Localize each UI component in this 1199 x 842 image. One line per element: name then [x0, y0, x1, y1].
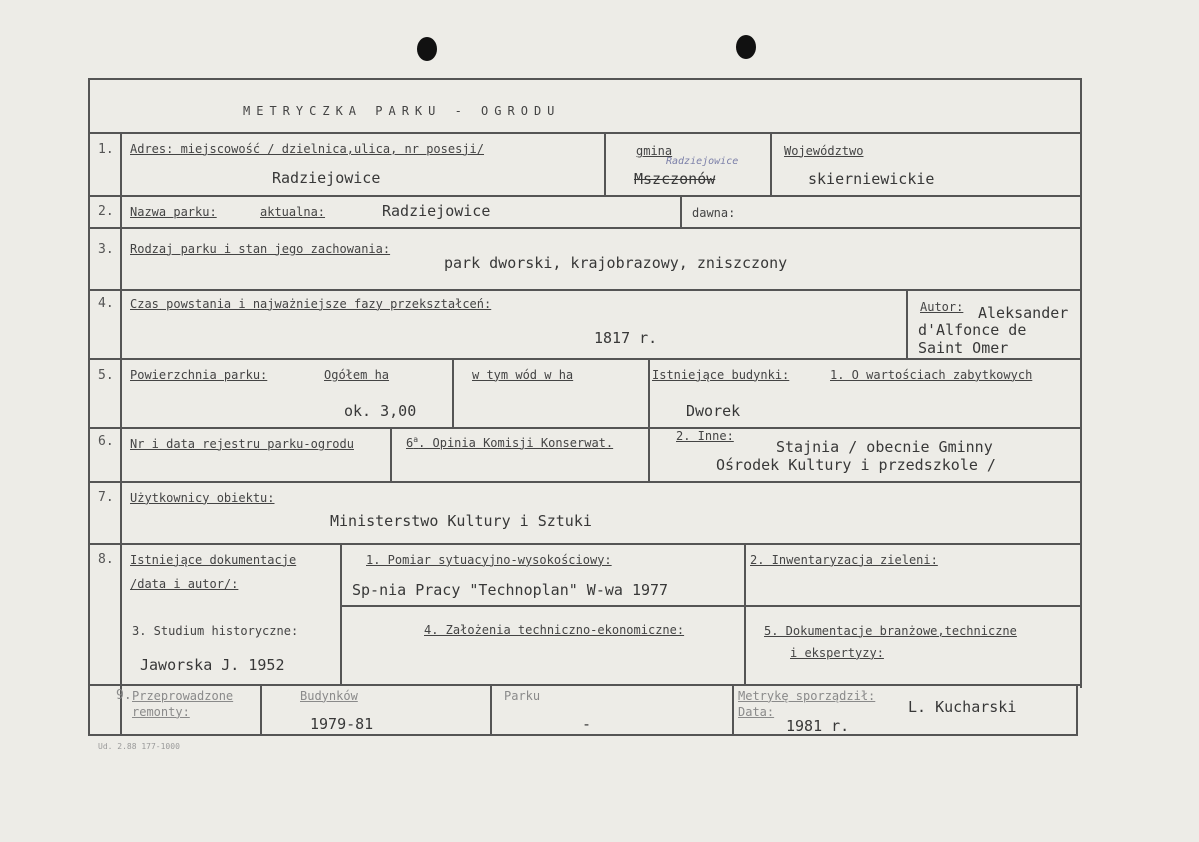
register-label: Nr i data rejestru parku-ogrodu [130, 437, 354, 451]
gmina-value: Mszczonów [634, 170, 716, 188]
divider-r9-budynkow [260, 684, 262, 734]
buildings-renovation-label: Budynków [300, 689, 358, 703]
prepared-by-value: L. Kucharski [908, 698, 1017, 716]
print-stamp: Ud. 2.88 177-1000 [98, 742, 180, 751]
historic-buildings-label: 1. O wartościach zabytkowych [830, 368, 1033, 382]
area-total-label: Ogółem ha [324, 368, 390, 382]
row-number-2: 2. [98, 204, 114, 219]
row-number-7: 7. [98, 490, 114, 505]
divider-row2 [88, 227, 1082, 229]
row-number-6: 6. [98, 434, 114, 449]
row-number-5: 5. [98, 368, 114, 383]
documentation-label-1: Istniejące dokumentacje [130, 553, 297, 567]
divider-title [88, 132, 1082, 134]
park-type-label: Rodzaj parku i stan jego zachowania: [130, 242, 391, 256]
area-label: Powierzchnia parku: [130, 368, 268, 382]
renovations-label-2: remonty: [132, 705, 190, 719]
divider-row5 [88, 427, 1082, 429]
historical-study-label: 3. Studium historyczne: [132, 624, 299, 638]
survey-value: Sp-nia Pracy "Technoplan" W-wa 1977 [352, 581, 669, 599]
other-buildings-line-1: Stajnia / obecnie Gminny [776, 438, 993, 456]
divider-r9-sporzadzil [732, 684, 734, 734]
other-buildings-line-2: Ośrodek Kultury i przedszkole / [716, 456, 996, 474]
row-number-1: 1. [98, 142, 114, 157]
author-label: Autor: [920, 300, 964, 314]
area-total-value: ok. 3,00 [344, 402, 417, 420]
divider-row3 [88, 289, 1082, 291]
survey-label: 1. Pomiar sytuacyjno-wysokościowy: [366, 553, 612, 567]
renovations-label-1: Przeprowadzone [132, 689, 234, 703]
creation-time-label: Czas powstania i najważniejsze fazy przekształceń: [130, 297, 492, 311]
wojewodztwo-label: Województwo [784, 144, 864, 158]
users-label: Użytkownicy obiektu: [130, 491, 275, 505]
buildings-renovation-value: 1979-81 [310, 715, 374, 733]
author-line-2: d'Alfonce de [918, 321, 1027, 339]
historic-buildings-value: Dworek [686, 402, 741, 420]
address-value: Radziejowice [272, 169, 381, 187]
form-border-bottom [88, 734, 1078, 736]
divider-r9-right [1076, 684, 1078, 736]
form-border-right [1080, 78, 1082, 688]
author-line-1: Aleksander [978, 304, 1069, 322]
punch-hole-right [736, 35, 756, 59]
divider-r8-pomiar [340, 543, 342, 684]
form-border-left [88, 78, 90, 736]
park-renovation-label: Parku [504, 689, 541, 703]
row-number-8: 8. [98, 552, 114, 567]
date-label: Data: [738, 705, 775, 719]
park-renovation-value: - [582, 715, 592, 733]
water-area-label: w tym wód w ha [472, 368, 574, 382]
divider-r2-dawna [680, 195, 682, 227]
existing-buildings-label: Istniejące budynki: [652, 368, 790, 382]
gmina-handwritten-note: Radziejowice [666, 156, 739, 167]
park-name-former-label: dawna: [692, 206, 736, 220]
conservation-opinion-label: 6$^a$. Opinia Komisji Konserwat. [406, 435, 614, 450]
prepared-by-label: Metrykę sporządził: [738, 689, 876, 703]
wojewodztwo-value: skierniewickie [808, 170, 935, 188]
divider-r6-opinia [390, 427, 392, 481]
historical-study-value: Jaworska J. 1952 [140, 656, 285, 674]
divider-row7 [88, 543, 1082, 545]
date-value: 1981 r. [786, 717, 850, 735]
row-number-9: 9. [116, 688, 132, 703]
form-border-top [88, 78, 1082, 80]
park-name-label: Nazwa parku: [130, 205, 217, 219]
gmina-label: gmina [636, 144, 673, 158]
punch-hole-left [417, 37, 437, 61]
documentation-label-2: /data i autor/: [130, 577, 239, 591]
park-type-value: park dworski, krajobrazowy, zniszczony [444, 254, 788, 272]
park-name-current-label: aktualna: [260, 205, 326, 219]
form-title: METRYCZKA PARKU - OGRODU [243, 104, 561, 118]
divider-r1-woj [770, 132, 772, 195]
number-column-divider [120, 132, 122, 684]
divider-row6 [88, 481, 1082, 483]
row-number-4: 4. [98, 296, 114, 311]
park-record-form [88, 78, 1082, 736]
divider-r5-wod [452, 358, 454, 427]
author-line-3: Saint Omer [918, 339, 1009, 357]
divider-r1-gmina [604, 132, 606, 195]
specialist-docs-label-2: i ekspertyzy: [790, 646, 884, 660]
other-buildings-label: 2. Inne: [676, 429, 734, 443]
creation-time-value: 1817 r. [594, 329, 658, 347]
technical-assumptions-label: 4. Założenia techniczno-ekonomiczne: [424, 623, 685, 637]
greenery-inventory-label: 2. Inwentaryzacja zieleni: [750, 553, 938, 567]
divider-row1 [88, 195, 1082, 197]
users-value: Ministerstwo Kultury i Sztuki [330, 512, 592, 530]
divider-row4 [88, 358, 1082, 360]
address-label: Adres: miejscowość / dzielnica,ulica, nr posesji/ [130, 142, 485, 156]
divider-r4-autor [906, 289, 908, 358]
divider-r9-parku [490, 684, 492, 734]
specialist-docs-label-1: 5. Dokumentacje branżowe,techniczne [764, 624, 1017, 638]
divider-row8 [88, 684, 1082, 686]
divider-row8-inner [340, 605, 1080, 607]
divider-r8-inwent [744, 543, 746, 684]
park-name-value: Radziejowice [382, 202, 491, 220]
row-number-3: 3. [98, 242, 114, 257]
divider-r5-budynki [648, 358, 650, 481]
